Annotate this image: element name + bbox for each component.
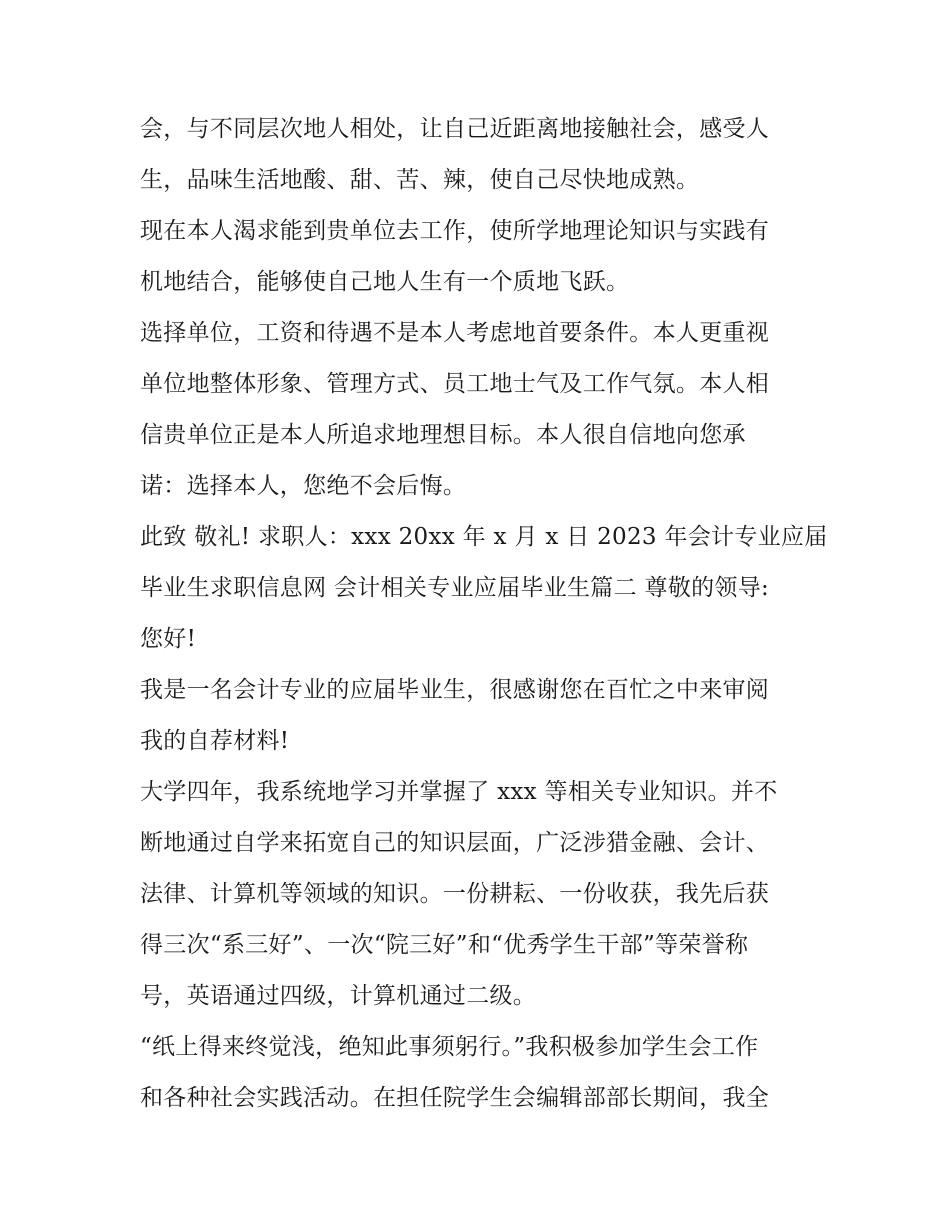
text-line: 您好! <box>140 626 197 652</box>
text-line: 大学四年，我系统地学习并掌握了 xxx 等相关专业知识。并不 <box>140 779 778 805</box>
text-line: 信贵单位正是本人所追求地理想目标。本人很自信地向您承 <box>140 422 746 448</box>
text-line: 我的自荐材料! <box>140 728 290 754</box>
text-line: 单位地整体形象、管理方式、员工地士气及工作气氛。本人相 <box>140 371 770 397</box>
text-line: 现在本人渴求能到贵单位去工作，使所学地理论知识与实践有 <box>140 218 770 244</box>
text-line: 此致 敬礼! 求职人：xxx 20xx 年 x 月 x 日 2023 年会计专业应届 <box>140 524 828 550</box>
body-text <box>140 104 828 1124</box>
text-line: 生，品味生活地酸、甜、苦、辣，使自己尽快地成熟。 <box>140 167 700 193</box>
text-line: 号，英语通过四级，计算机通过二级。 <box>140 983 537 1009</box>
text-line: 我是一名会计专业的应届毕业生，很感谢您在百忙之中来审阅 <box>140 677 770 703</box>
text-line: 机地结合，能够使自己地人生有一个质地飞跃。 <box>140 269 630 295</box>
text-line: 得三次“系三好”、一次“院三好”和“优秀学生干部”等荣誉称 <box>140 932 749 958</box>
text-line: 毕业生求职信息网 会计相关专业应届毕业生篇二 尊敬的领导: <box>140 575 770 601</box>
text-line: 诺：选择本人，您绝不会后悔。 <box>140 473 467 499</box>
text-line: “纸上得来终觉浅，绝知此事须躬行。”我积极参加学生会工作 <box>140 1034 759 1060</box>
text-line: 会，与不同层次地人相处，让自己近距离地接触社会，感受人 <box>140 116 770 142</box>
text-line: 断地通过自学来拓宽自己的知识层面，广泛涉猎金融、会计、 <box>140 830 770 856</box>
text-line: 和各种社会实践活动。在担任院学生会编辑部部长期间，我全 <box>140 1085 770 1111</box>
text-line: 选择单位，工资和待遇不是本人考虑地首要条件。本人更重视 <box>140 320 770 346</box>
text-line: 法律、计算机等领域的知识。一份耕耘、一份收获，我先后获 <box>140 881 770 907</box>
